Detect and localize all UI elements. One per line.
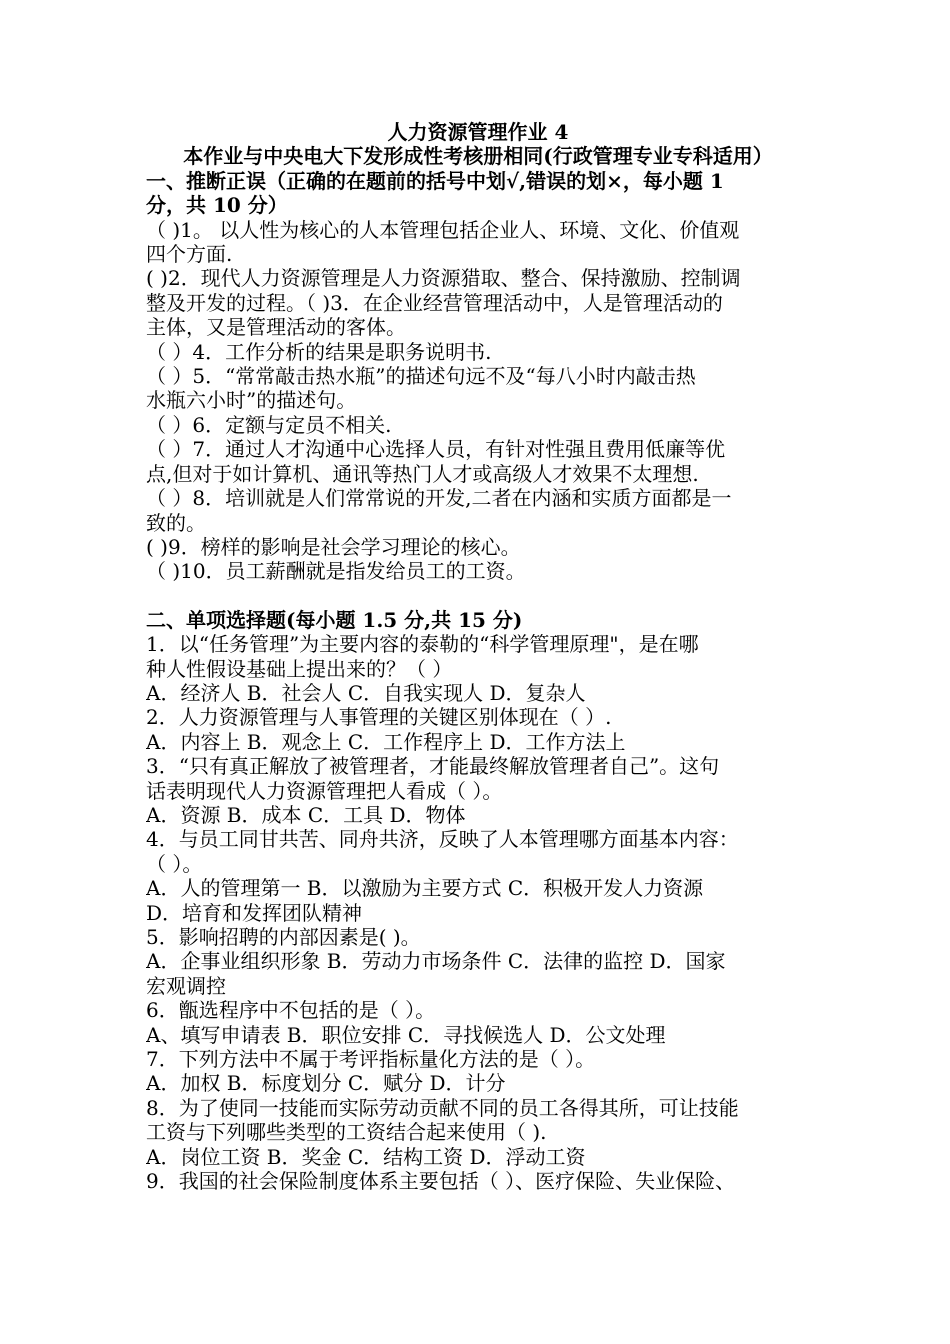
section-spacer — [146, 584, 810, 608]
option-line: D．培育和发挥团队精神 — [146, 900, 363, 925]
option-line: A．资源 B．成本 C．工具 D．物体 — [146, 802, 466, 827]
question-line: 四个方面. — [146, 242, 233, 267]
question-line: 6．甑选程序中不包括的是（ ）。 — [146, 998, 436, 1023]
section-1 — [146, 169, 810, 584]
option-line: A．岗位工资 B．奖金 C．结构工资 D．浮动工资 — [146, 1144, 586, 1169]
page-subtitle: 本作业与中央电大下发形成性考核册相同(行政管理专业专科适用） — [183, 144, 773, 169]
question-line: （ ）5．“常常敲击热水瓶”的描述句远不及“每八小时内敲击热 — [146, 364, 696, 389]
option-line: A．内容上 B．观念上 C．工作程序上 D．工作方法上 — [146, 729, 626, 754]
question-line: （ ）7．通过人才沟通中心选择人员，有针对性强且费用低廉等优 — [146, 437, 726, 462]
option-line: A．企事业组织形象 B．劳动力市场条件 C．法律的监控 D．国家 — [146, 949, 726, 974]
section-1-heading-line: 一、推断正误（正确的在题前的括号中划√,错误的划×，每小题 1 — [146, 168, 724, 193]
option-line: A．加权 B．标度划分 C．赋分 D．计分 — [146, 1071, 506, 1096]
question-line: 3．“只有真正解放了被管理者，才能最终解放管理者自己”。这句 — [146, 754, 720, 779]
question-line: 整及开发的过程。（ )3．在企业经营管理活动中，人是管理活动的 — [146, 290, 723, 315]
question-line: （ ）。 — [146, 851, 203, 876]
question-line: 主体，又是管理活动的客体。 — [146, 315, 406, 340]
option-line: A、填写申请表 B．职位安排 C．寻找候选人 D．公文处理 — [146, 1022, 666, 1047]
question-line: ( )9．榜样的影响是社会学习理论的核心。 — [146, 534, 521, 559]
question-line: （ ）8．培训就是人们常常说的开发,二者在内涵和实质方面都是一 — [146, 486, 732, 511]
question-line: （ ）6．定额与定员不相关. — [146, 412, 392, 437]
question-line: 2．人力资源管理与人事管理的关键区别体现在（ ）. — [146, 705, 612, 730]
question-line: （ )10．员工薪酬就是指发给员工的工资。 — [146, 559, 526, 584]
question-line: 9．我国的社会保险制度体系主要包括（ ）、医疗保险、失业保险、 — [146, 1169, 736, 1194]
option-line: A．经济人 B．社会人 C．自我实现人 D．复杂人 — [146, 680, 586, 705]
option-line: 宏观调控 — [146, 973, 226, 998]
question-line: 4．与员工同甘共苦、同舟共济，反映了人本管理哪方面基本内容： — [146, 827, 739, 852]
question-line: 种人性假设基础上提出来的？（ ） — [146, 656, 453, 681]
question-line: ( )2．现代人力资源管理是人力资源猎取、整合、保持激励、控制调 — [146, 266, 741, 291]
question-line: 1．以“任务管理”为主要内容的泰勒的“科学管理原理"，是在哪 — [146, 632, 699, 657]
question-line: （ ）4．工作分析的结果是职务说明书. — [146, 339, 492, 364]
option-line: A．人的管理第一 B．以激励为主要方式 C．积极开发人力资源 — [146, 876, 704, 901]
question-line: 工资与下列哪些类型的工资结合起来使用（ ). — [146, 1120, 547, 1145]
question-line: 水瓶六小时”的描述句。 — [146, 388, 357, 413]
question-line: 致的。 — [146, 510, 206, 535]
question-line: 话表明现代人力资源管理把人看成（ ）。 — [146, 778, 503, 803]
question-line: 点,但对于如计算机、通讯等热门人才或高级人才效果不太理想. — [146, 461, 699, 486]
section-1-heading-line: 分，共 10 分） — [146, 193, 288, 218]
question-line: 8．为了使同一技能而实际劳动贡献不同的员工各得其所，可让技能 — [146, 1095, 739, 1120]
section-2 — [146, 608, 810, 1194]
question-line: 7．下列方法中不属于考评指标量化方法的是（ ）。 — [146, 1047, 596, 1072]
page-title: 人力资源管理作业 4 — [387, 120, 569, 144]
section-2-heading: 二、单项选择题(每小题 1.5 分,共 15 分) — [146, 607, 523, 632]
question-line: （ )1。 以人性为核心的人本管理包括企业人、环境、文化、价值观 — [146, 217, 740, 242]
question-line: 5．影响招聘的内部因素是( )。 — [146, 925, 421, 949]
